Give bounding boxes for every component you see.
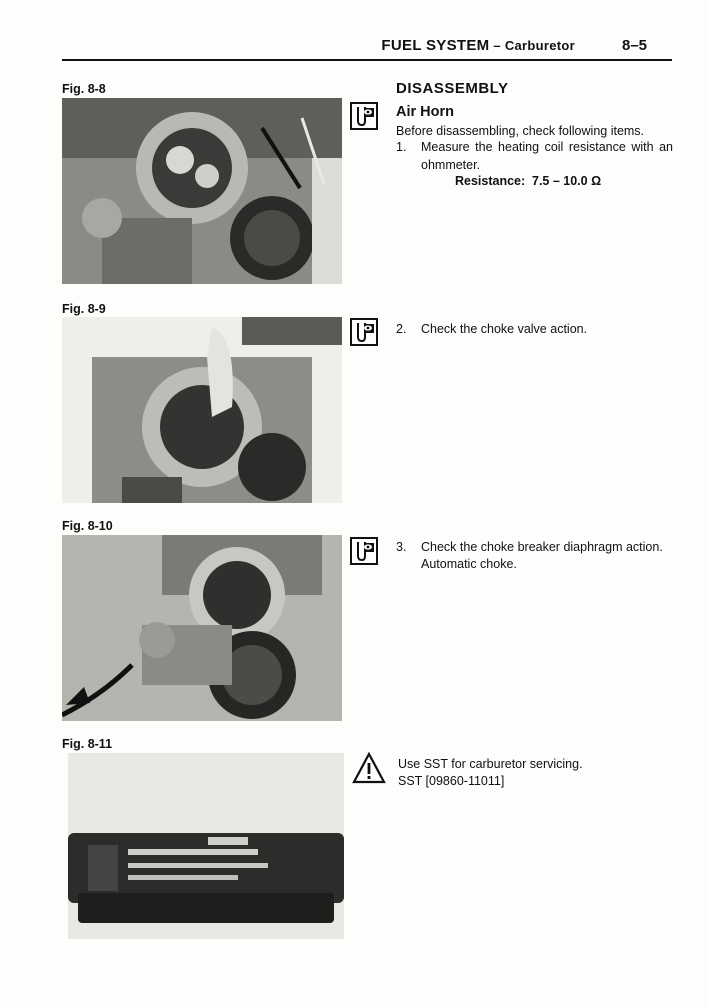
figure-photo-8-8	[62, 98, 342, 284]
step-2-text: Check the choke valve action.	[421, 322, 588, 336]
inspection-eye-icon	[350, 102, 378, 130]
inspection-eye-icon	[350, 537, 378, 565]
figure-label-8-9: Fig. 8-9	[62, 302, 106, 316]
step-2-number: 2.	[396, 322, 407, 336]
figure-photo-8-11	[68, 753, 344, 939]
figure-label-8-11: Fig. 8-11	[62, 737, 113, 751]
warning-triangle-icon	[352, 752, 386, 784]
header-section: FUEL SYSTEM	[381, 37, 490, 54]
figure-label-8-8: Fig. 8-8	[62, 82, 106, 96]
step-1-number: 1.	[396, 140, 407, 154]
intro-text: Before disassembling, check following items.	[396, 124, 645, 138]
inspection-eye-icon	[350, 318, 378, 346]
step-3-note: Automatic choke.	[421, 557, 517, 571]
section-heading: DISASSEMBLY	[396, 80, 509, 97]
header-subsection: – Carburetor	[489, 38, 575, 53]
header-rule	[62, 59, 672, 61]
resistance-label: Resistance:	[455, 174, 526, 188]
figure-label-8-10: Fig. 8-10	[62, 519, 113, 533]
page-header-title	[381, 37, 575, 54]
step-1-text: Measure the heating coil resistance with an ohmmeter.	[421, 140, 673, 172]
page-number: 8–5	[622, 37, 648, 54]
figure-photo-8-10	[62, 535, 342, 721]
caution-sst-number: SST [09860-11011]	[398, 774, 505, 788]
step-3-number: 3.	[396, 540, 407, 554]
subsection-heading: Air Horn	[396, 104, 454, 120]
caution-line-1: Use SST for carburetor servicing.	[398, 757, 583, 771]
step-3-text: Check the choke breaker diaphragm action.	[421, 540, 663, 554]
resistance-value: 7.5 – 10.0 Ω	[532, 174, 602, 188]
figure-photo-8-9	[62, 317, 342, 503]
